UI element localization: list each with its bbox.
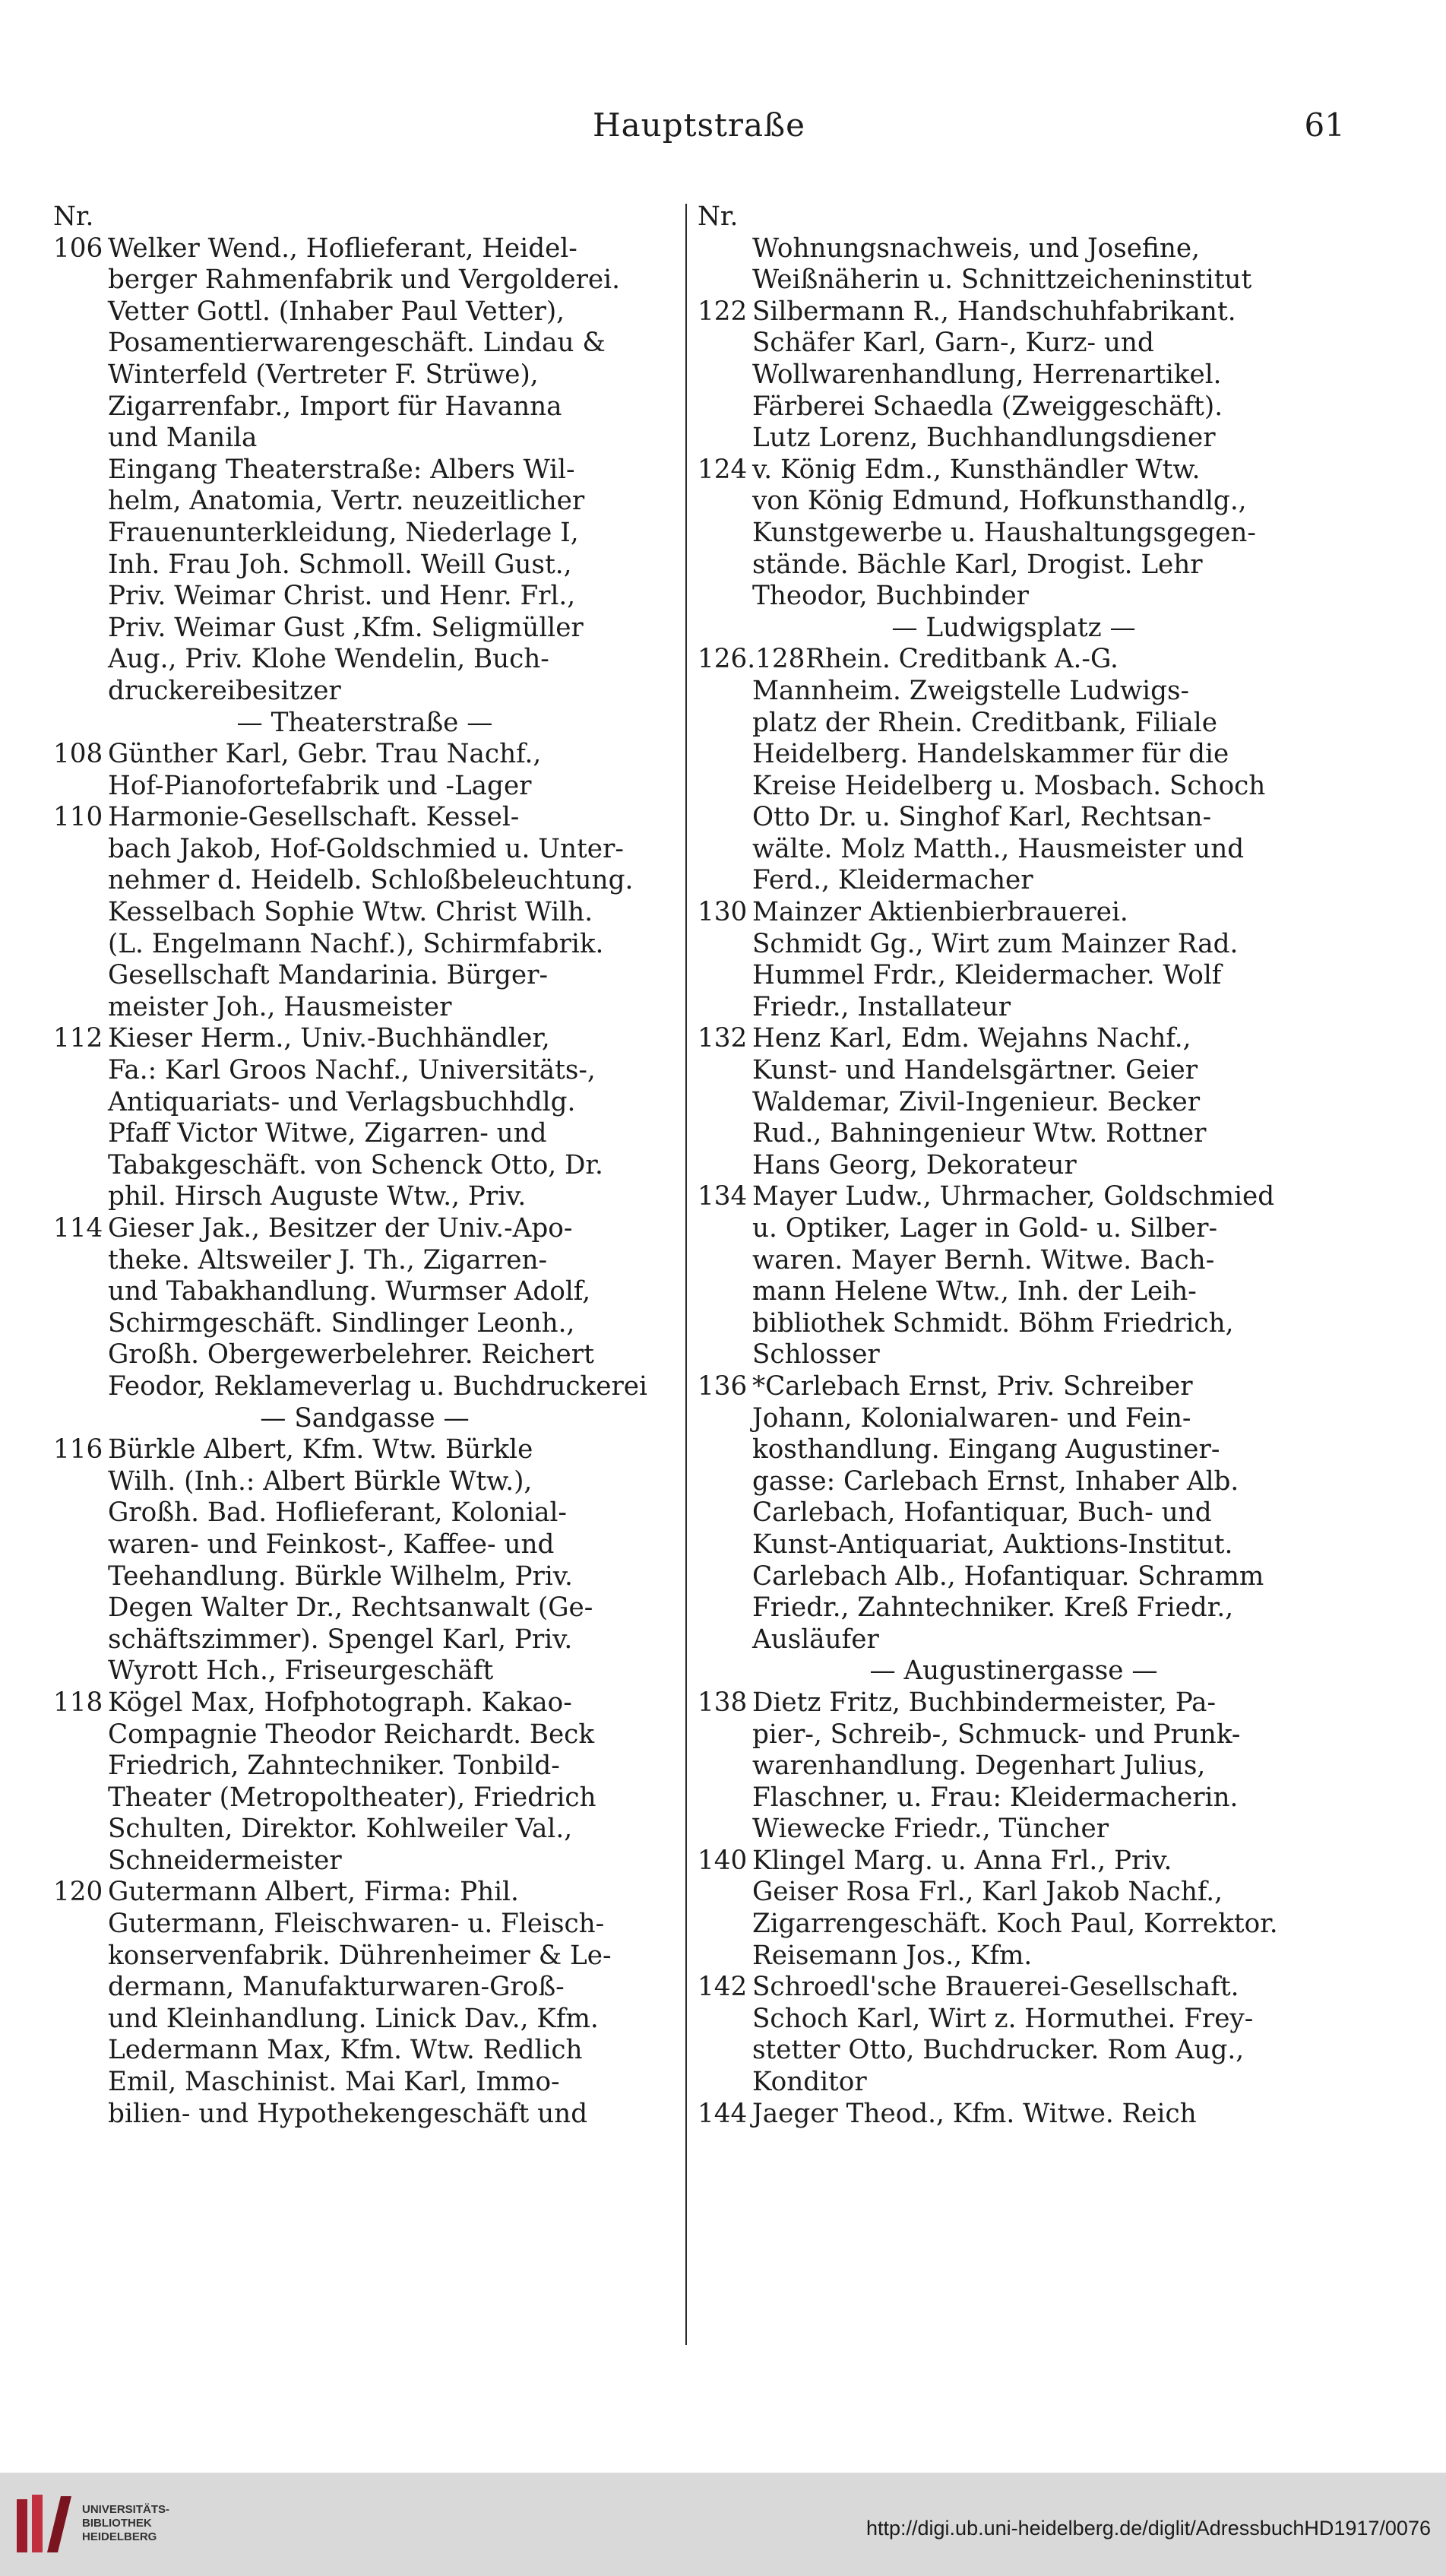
logo-line-1: UNIVERSITÄTS- [82, 2503, 170, 2516]
house-number: 130 [698, 897, 748, 928]
entry-text [752, 2099, 1330, 2131]
entry-line: Posamentierwarengeschäft. Lindau & [108, 328, 606, 359]
entry-line: druckereibesitzer [108, 675, 341, 706]
entry-line: nehmer d. Heidelb. Schloßbeleuchtung. [108, 865, 634, 896]
entry-text [752, 455, 1330, 613]
footer-bar [0, 2473, 1446, 2576]
entry-line: Degen Walter Dr., Rechtsanwalt (Ge- [108, 1592, 593, 1624]
house-number: 140 [698, 1845, 748, 1876]
entry-line: Antiquariats- und Verlagsbuchhdlg. [108, 1086, 576, 1117]
entry-text [108, 233, 676, 455]
address-entry [698, 455, 1330, 613]
entry-text [752, 644, 1330, 897]
entry-line: Schirmgeschäft. Sindlinger Leonh., [108, 1307, 575, 1339]
entry-text [108, 201, 676, 233]
entry-line: platz der Rhein. Creditbank, Filiale [752, 707, 1217, 738]
house-number: 114 [53, 1213, 103, 1244]
house-number: 110 [53, 802, 103, 833]
entry-line: Ausläufer [752, 1624, 879, 1655]
house-number: 138 [698, 1687, 748, 1718]
entry-line: schäftszimmer). Spengel Karl, Priv. [108, 1624, 573, 1655]
entry-line: (L. Engelmann Nachf.), Schirmfabrik. [108, 928, 604, 959]
house-number: 106 [53, 233, 103, 264]
address-entry [53, 802, 676, 1023]
entry-text [108, 1687, 676, 1877]
entry-line: v. König Edm., Kunsthändler Wtw. [752, 454, 1201, 485]
entry-line: Heidelberg. Handelskammer für die [752, 739, 1229, 770]
entry-line: Mainzer Aktienbierbrauerei. [752, 897, 1128, 928]
entry-line: Kunst-Antiquariat, Auktions-Institut. [752, 1529, 1233, 1560]
entry-text [108, 1877, 676, 2130]
address-entry [698, 1371, 1330, 1656]
entry-line: Konditor [752, 2067, 867, 2098]
entry-line: Emil, Maschinist. Mai Karl, Immo- [108, 2067, 560, 2098]
left-column [53, 201, 676, 2130]
entry-text [752, 296, 1330, 455]
house-number: 118 [53, 1687, 103, 1718]
entry-text [108, 1434, 676, 1687]
right-column [698, 201, 1330, 2130]
address-entry [698, 1846, 1330, 1972]
address-entry [698, 2099, 1330, 2131]
entry-line: Inh. Frau Joh. Schmoll. Weill Gust., [108, 549, 572, 580]
section-heading: — Sandgasse — [260, 1402, 470, 1434]
entry-line: und Manila [108, 423, 258, 454]
entry-line: Hummel Frdr., Kleidermacher. Wolf [752, 960, 1222, 991]
entry-text [108, 739, 676, 802]
entry-line: warenhandlung. Degenhart Julius, [752, 1751, 1206, 1782]
entry-line: theke. Altsweiler J. Th., Zigarren- [108, 1244, 548, 1275]
entry-line: Gutermann, Fleischwaren- u. Fleisch- [108, 1909, 605, 1940]
library-logo-icon [15, 2492, 78, 2555]
logo-line-2: BIBLIOTHEK [82, 2517, 152, 2530]
entry-line: Carlebach Alb., Hofantiquar. Schramm [752, 1560, 1264, 1592]
house-number: 134 [698, 1181, 748, 1212]
house-number: 112 [53, 1023, 103, 1054]
house-number: 120 [53, 1877, 103, 1908]
column-divider [685, 204, 687, 2345]
entry-line: gasse: Carlebach Ernst, Inhaber Alb. [752, 1465, 1239, 1497]
house-number: 122 [698, 296, 748, 327]
entry-line: Zigarrenfabr., Import für Havanna [108, 391, 562, 422]
entry-line: Henz Karl, Edm. Wejahns Nachf., [752, 1023, 1191, 1054]
entry-line: Lutz Lorenz, Buchhandlungsdiener [752, 423, 1216, 454]
entry-line: Hans Georg, Dekorateur [752, 1149, 1077, 1180]
entry-line: Kögel Max, Hofphotograph. Kakao- [108, 1687, 572, 1718]
source-url-link[interactable]: http://digi.ub.uni-heidelberg.de/diglit/AdressbuchHD1917/0076 [865, 2517, 1431, 2540]
entry-line: Waldemar, Zivil-Ingenieur. Becker [752, 1086, 1201, 1117]
page-title: Hauptstraße [593, 106, 805, 144]
entry-line: Günther Karl, Gebr. Trau Nachf., [108, 739, 542, 770]
entry-line: und Kleinhandlung. Linick Dav., Kfm. [108, 2003, 599, 2034]
entry-line: Mayer Ludw., Uhrmacher, Goldschmied [752, 1181, 1275, 1212]
entry-line: von König Edmund, Hofkunsthandlg., [752, 486, 1247, 517]
entry-line: Vetter Gottl. (Inhaber Paul Vetter), [108, 296, 565, 327]
entry-line: dermann, Manufakturwaren-Groß- [108, 1972, 565, 2003]
entry-line: stände. Bächle Karl, Drogist. Lehr [752, 549, 1203, 580]
entry-line: Wilh. (Inh.: Albert Bürkle Wtw.), [108, 1465, 533, 1497]
house-number: 124 [698, 454, 748, 485]
section-heading: — Augustinergasse — [869, 1656, 1158, 1687]
entry-line: Schmidt Gg., Wirt zum Mainzer Rad. [752, 928, 1239, 959]
entry-line: Wohnungsnachweis, und Josefine, [752, 233, 1200, 264]
entry-line: Kieser Herm., Univ.-Buchhändler, [108, 1023, 550, 1054]
entry-line: Geiser Rosa Frl., Karl Jakob Nachf., [752, 1877, 1223, 1908]
entry-line: Rud., Bahningenieur Wtw. Rottner [752, 1118, 1207, 1149]
entry-line: helm, Anatomia, Vertr. neuzeitlicher [108, 486, 585, 517]
entry-line: waren. Mayer Bernh. Witwe. Bach- [752, 1244, 1215, 1275]
house-number: 142 [698, 1972, 748, 2003]
address-entry [53, 1434, 676, 1687]
entry-line: Kreise Heidelberg u. Mosbach. Schoch [752, 770, 1266, 801]
entry-line: und Tabakhandlung. Wurmser Adolf, [108, 1276, 591, 1307]
entry-line: Schulten, Direktor. Kohlweiler Val., [108, 1814, 573, 1845]
entry-line: Großh. Bad. Hoflieferant, Kolonial- [108, 1497, 567, 1529]
entry-line: Reisemann Jos., Kfm. [752, 1940, 1033, 1971]
entry-line: Frauenunterkleidung, Niederlage I, [108, 517, 579, 548]
entry-text [752, 1972, 1330, 2098]
entry-text [108, 1213, 676, 1403]
entry-line: Otto Dr. u. Singhof Karl, Rechtsan- [752, 802, 1212, 833]
entry-line: bilien- und Hypothekengeschäft und [108, 2098, 588, 2129]
entry-line: Schlosser [752, 1339, 880, 1370]
entry-line: Schäfer Karl, Garn-, Kurz- und [752, 328, 1154, 359]
entry-line: Priv. Weimar Gust ,Kfm. Seligmüller [108, 612, 584, 643]
entry-text [752, 1687, 1330, 1846]
entry-text [108, 802, 676, 1023]
entry-line: konservenfabrik. Dührenheimer & Le- [108, 1940, 612, 1971]
entry-line: Kunst- und Handelsgärtner. Geier [752, 1055, 1198, 1086]
entry-line: Gieser Jak., Besitzer der Univ.-Apo- [108, 1213, 573, 1244]
entry-line: u. Optiker, Lager in Gold- u. Silber- [752, 1213, 1218, 1244]
entry-line: Ferd., Kleidermacher [752, 865, 1033, 896]
entry-line: Priv. Weimar Christ. und Henr. Frl., [108, 581, 576, 612]
address-entry [53, 455, 676, 708]
entry-line: Gesellschaft Mandarinia. Bürger- [108, 960, 549, 991]
address-entry [698, 644, 1330, 897]
house-number [698, 233, 752, 296]
entry-line: Theodor, Buchbinder [752, 581, 1030, 612]
entry-line: Friedr., Zahntechniker. Kreß Friedr., [752, 1592, 1234, 1624]
entry-text [752, 1846, 1330, 1972]
entry-text [752, 897, 1330, 1023]
entry-line: Theater (Metropoltheater), Friedrich [108, 1782, 596, 1813]
house-number [53, 455, 108, 708]
entry-line: Kunstgewerbe u. Haushaltungsgegen- [752, 517, 1256, 548]
entry-text [108, 1023, 676, 1213]
entry-line: Ledermann Max, Kfm. Wtw. Redlich [108, 2035, 583, 2066]
entry-line: Rhein. Creditbank A.-G. [805, 644, 1119, 675]
entry-line: meister Joh., Hausmeister [108, 991, 452, 1022]
section-heading: — Ludwigsplatz — [891, 612, 1136, 643]
address-entry [53, 1213, 676, 1403]
entry-text [752, 1023, 1330, 1181]
entry-text [752, 233, 1330, 296]
entry-line: mann Helene Wtw., Inh. der Leih- [752, 1276, 1197, 1307]
entry-line: Dietz Fritz, Buchbindermeister, Pa- [752, 1687, 1217, 1718]
address-entry [53, 1687, 676, 1877]
address-entry [698, 296, 1330, 455]
entry-line: Pfaff Victor Witwe, Zigarren- und [108, 1118, 547, 1149]
entry-text [752, 1181, 1330, 1371]
entry-line: Färberei Schaedla (Zweiggeschäft). [752, 391, 1223, 422]
entry-line: kosthandlung. Eingang Augustiner- [752, 1434, 1220, 1465]
entry-line: Wiewecke Friedr., Tüncher [752, 1814, 1109, 1845]
entry-line: Eingang Theaterstraße: Albers Wil- [108, 454, 575, 485]
entry-line: Carlebach, Hofantiquar, Buch- und [752, 1497, 1212, 1529]
entry-line: berger Rahmenfabrik und Vergolderei. [108, 265, 620, 296]
entry-line: stetter Otto, Buchdrucker. Rom Aug., [752, 2035, 1245, 2066]
entry-line: Klingel Marg. u. Anna Frl., Priv. [752, 1845, 1172, 1876]
house-number: Nr. [698, 201, 739, 232]
entry-line: Tabakgeschäft. von Schenck Otto, Dr. [108, 1149, 603, 1180]
entry-line: Jaeger Theod., Kfm. Witwe. Reich [752, 2098, 1197, 2129]
entry-line: Gutermann Albert, Firma: Phil. [108, 1877, 519, 1908]
address-entry [53, 233, 676, 455]
entry-line: Bürkle Albert, Kfm. Wtw. Bürkle [108, 1434, 533, 1465]
entry-line: Friedrich, Zahntechniker. Tonbild- [108, 1751, 560, 1782]
address-entry [53, 1877, 676, 2130]
entry-line: Fa.: Karl Groos Nachf., Universitäts-, [108, 1055, 596, 1086]
address-entry [53, 201, 676, 233]
house-number: 108 [53, 739, 103, 770]
address-entry [698, 201, 1330, 233]
entry-line: Schroedl'sche Brauerei-Gesellschaft. [752, 1972, 1239, 2003]
entry-line: Hof-Pianofortefabrik und -Lager [108, 770, 532, 801]
address-entry [698, 897, 1330, 1023]
entry-line: Winterfeld (Vertreter F. Strüwe), [108, 359, 539, 390]
section-heading: — Theaterstraße — [236, 707, 493, 738]
entry-line: wälte. Molz Matth., Hausmeister und [752, 833, 1245, 864]
entry-line: Flaschner, u. Frau: Kleidermacherin. [752, 1782, 1239, 1813]
entry-line: Welker Wend., Hoflieferant, Heidel- [108, 233, 577, 264]
entry-line: Kesselbach Sophie Wtw. Christ Wilh. [108, 897, 593, 928]
house-number: 126.128 [698, 644, 805, 675]
entry-line: Johann, Kolonialwaren- und Fein- [752, 1402, 1191, 1434]
entry-line: Compagnie Theodor Reichardt. Beck [108, 1719, 595, 1750]
address-entry [698, 1687, 1330, 1846]
entry-line: Silbermann R., Handschuhfabrikant. [752, 296, 1236, 327]
entry-line: Friedr., Installateur [752, 991, 1011, 1022]
entry-line: bach Jakob, Hof-Goldschmied u. Unter- [108, 833, 624, 864]
entry-line: Schneidermeister [108, 1845, 342, 1876]
entry-line: bibliothek Schmidt. Böhm Friedrich, [752, 1307, 1234, 1339]
house-number: 132 [698, 1023, 748, 1054]
address-entry [53, 1023, 676, 1213]
address-entry [698, 233, 1330, 296]
address-entry [698, 1023, 1330, 1181]
entry-line: Wyrott Hch., Friseurgeschäft [108, 1656, 494, 1687]
logo-line-3: HEIDELBERG [82, 2530, 157, 2543]
address-entry [53, 739, 676, 802]
house-number: 136 [698, 1370, 748, 1402]
entry-line: Zigarrengeschäft. Koch Paul, Korrektor. [752, 1909, 1278, 1940]
entry-line: *Carlebach Ernst, Priv. Schreiber [752, 1370, 1193, 1402]
house-number: 116 [53, 1434, 103, 1465]
entry-text [752, 1371, 1330, 1656]
entry-line: Harmonie-Gesellschaft. Kessel- [108, 802, 520, 833]
entry-line: Schoch Karl, Wirt z. Hormuthei. Frey- [752, 2003, 1254, 2034]
entry-line: phil. Hirsch Auguste Wtw., Priv. [108, 1181, 527, 1212]
library-logo-text [82, 2503, 169, 2544]
address-entry [698, 1972, 1330, 2098]
entry-line: Feodor, Reklameverlag u. Buchdruckerei [108, 1370, 647, 1402]
entry-line: Wollwarenhandlung, Herrenartikel. [752, 359, 1222, 390]
entry-line: waren- und Feinkost-, Kaffee- und [108, 1529, 555, 1560]
page-number: 61 [1304, 106, 1345, 144]
entry-line: Mannheim. Zweigstelle Ludwigs- [752, 675, 1190, 706]
entry-line: Großh. Obergewerbelehrer. Reichert [108, 1339, 594, 1370]
address-entry [698, 1181, 1330, 1371]
entry-line: Weißnäherin u. Schnittzeicheninstitut [752, 265, 1252, 296]
entry-text [108, 455, 676, 708]
entry-line: Teehandlung. Bürkle Wilhelm, Priv. [108, 1560, 573, 1592]
entry-line: Aug., Priv. Klohe Wendelin, Buch- [108, 644, 549, 675]
entry-line: pier-, Schreib-, Schmuck- und Prunk- [752, 1719, 1241, 1750]
entry-text [752, 201, 1330, 233]
house-number: 144 [698, 2098, 748, 2129]
house-number: Nr. [53, 201, 94, 232]
